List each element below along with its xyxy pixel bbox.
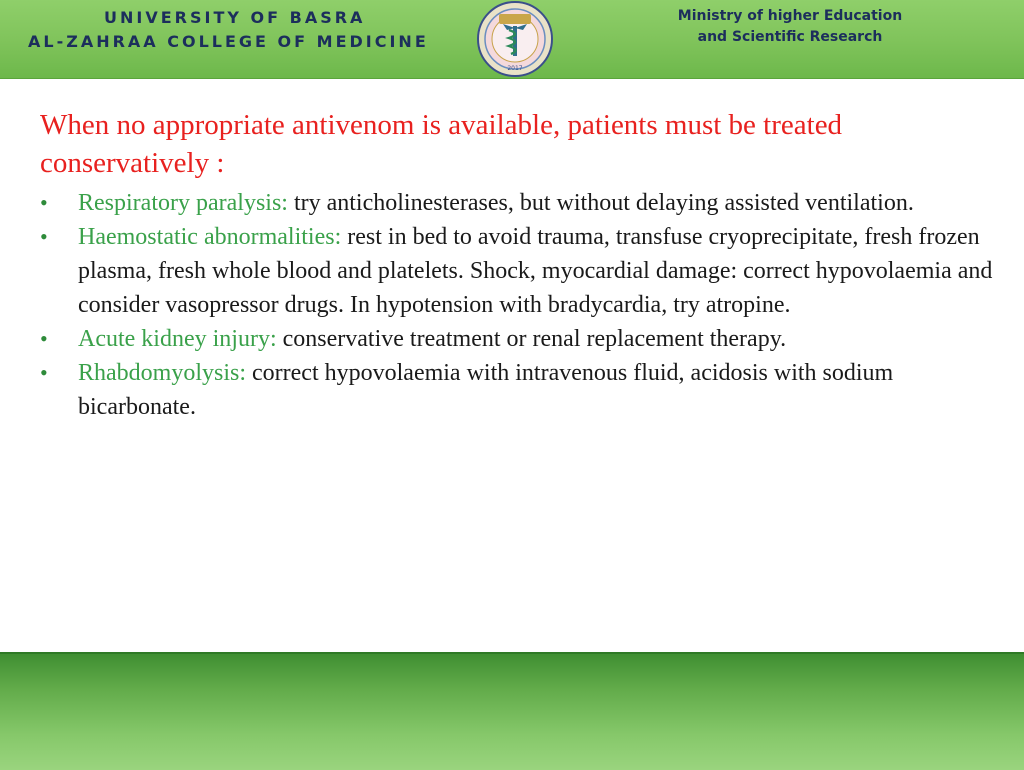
- item-text: conservative treatment or renal replacement therapy.: [276, 326, 787, 352]
- item-term: Haemostatic abnormalities:: [78, 224, 342, 250]
- footer-banner: [0, 652, 1024, 770]
- bullet-icon: •: [40, 190, 48, 215]
- slide-intro: When no appropriate antivenom is available, patients must be treated conservatively :: [40, 109, 843, 179]
- bullet-icon: •: [40, 326, 48, 351]
- list-item: [40, 186, 1010, 220]
- ministry-text: [650, 6, 930, 48]
- item-text: correct hypovolaemia with intravenous fluid, acidosis with sodium bicarbonate.: [78, 360, 894, 420]
- list-item: [40, 356, 1010, 424]
- bullet-icon: •: [40, 224, 48, 249]
- list-item: [40, 322, 1010, 356]
- item-term: Acute kidney injury:: [78, 326, 277, 352]
- ministry-line-2: and Scientific Research: [697, 29, 883, 45]
- college-name: AL-ZAHRAA COLLEGE OF MEDICINE: [28, 32, 429, 51]
- treatment-list: [40, 186, 1010, 424]
- slide-body: [40, 106, 1010, 424]
- item-term: Rhabdomyolysis:: [78, 360, 247, 386]
- item-text: rest in bed to avoid trauma, transfuse cryoprecipitate, fresh frozen plasma, fresh whole blood and platelets. Shock, myocardial damage: correct hypovolaemia and consider vasopressor drugs. In hypotension with bradycardia, try atropine.: [78, 224, 993, 318]
- header-banner: [0, 0, 1024, 79]
- item-term: Respiratory paralysis:: [78, 190, 288, 216]
- college-logo-icon: [469, 0, 561, 78]
- list-item: [40, 220, 1010, 322]
- university-name: UNIVERSITY OF BASRA: [104, 8, 366, 27]
- item-text: try anticholinesterases, but without delaying assisted ventilation.: [287, 190, 914, 216]
- ministry-line-1: Ministry of higher Education: [677, 8, 903, 24]
- logo-year: 2017: [507, 65, 523, 72]
- bullet-icon: •: [40, 360, 48, 385]
